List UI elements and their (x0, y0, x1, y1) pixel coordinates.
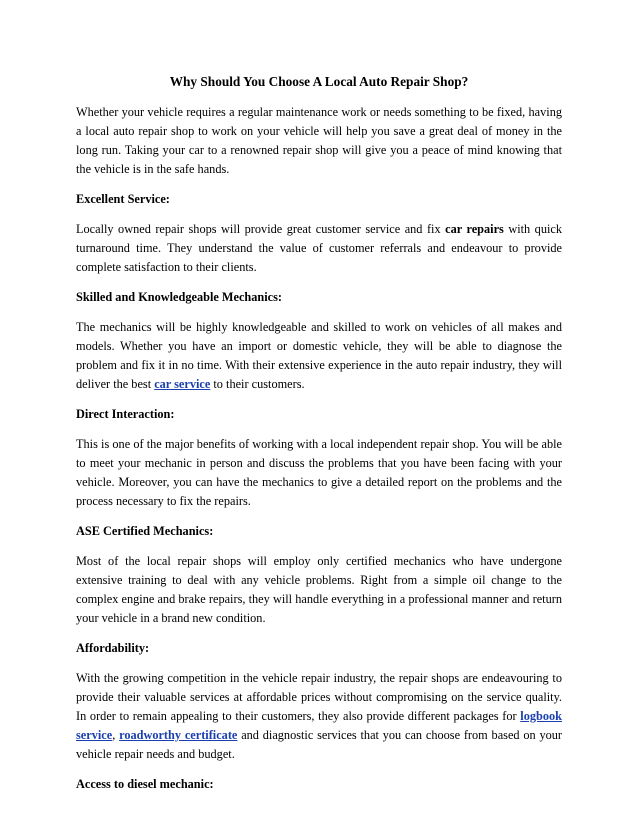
section-heading-direct-interaction: Direct Interaction: (76, 407, 175, 421)
section-paragraph-direct-interaction: This is one of the major benefits of working with a local independent repair shop. You will be able to meet your mechanic in person and discuss the problems that you have been facing with your vehicle. Moreover, you can have the mechanics to give a detailed report on the problems and the process necessary to fix the repairs. (76, 437, 562, 508)
paragraph-text: With the growing competition in the vehicle repair industry, the repair shops are endeavouring to provide their valuable services at affordable prices without compromising on the service quality. In order to remain appealing to their customers, they also provide different packages for (76, 671, 562, 723)
paragraph-text: and diagnostic services that you can choose from based on your vehicle repair needs and budget. (76, 728, 562, 761)
paragraph-text: Locally owned repair shops will provide great customer service and fix (76, 222, 446, 236)
section-paragraph-affordability (76, 669, 562, 764)
section-heading-excellent-service: Excellent Service: (76, 192, 170, 206)
intro-paragraph: Whether your vehicle requires a regular maintenance work or needs something to be fixed, having a local auto repair shop to work on your vehicle will help you save a great deal of money in the long run. Taking your car to a renowned repair shop will give you a peace of mind knowing that the vehicle is in the safe hands. (76, 105, 562, 176)
section-paragraph-ase-certified: Most of the local repair shops will employ only certified mechanics who have undergone extensive training to deal with any vehicle problems. Right from a simple oil change to the complex engine and brake repairs, they will handle everything in a professional manner and return your vehicle in a brand new condition. (76, 554, 562, 625)
car-service-link[interactable]: car service (154, 377, 211, 391)
keyword-car-repairs: car repairs (445, 222, 504, 236)
paragraph-text: with quick turnaround time. They understand the value of customer referrals and endeavour to provide complete satisfaction to their clients. (76, 222, 562, 274)
section-heading-diesel-mechanic: Access to diesel mechanic: (76, 777, 214, 791)
section-paragraph-skilled-mechanics (76, 318, 562, 394)
logbook-service-link[interactable]: logbook service (76, 709, 562, 742)
section-heading-affordability: Affordability: (76, 641, 150, 655)
paragraph-text: to their customers. (210, 377, 305, 391)
section-heading-skilled-mechanics: Skilled and Knowledgeable Mechanics: (76, 290, 282, 304)
separator-text: , (112, 728, 120, 742)
section-paragraph-excellent-service (76, 220, 562, 277)
section-heading-ase-certified: ASE Certified Mechanics: (76, 524, 214, 538)
paragraph-text: The mechanics will be highly knowledgeable and skilled to work on vehicles of all makes and models. Whether you have an import or domestic vehicle, they will be able to diagnose the problem and fix it in no time. With their extensive experience in the auto repair industry, they will deliver the best (76, 320, 562, 391)
document-page (76, 72, 562, 805)
document-title: Why Should You Choose A Local Auto Repair Shop? (169, 74, 469, 89)
roadworthy-certificate-link[interactable]: roadworthy certificate (119, 728, 238, 742)
